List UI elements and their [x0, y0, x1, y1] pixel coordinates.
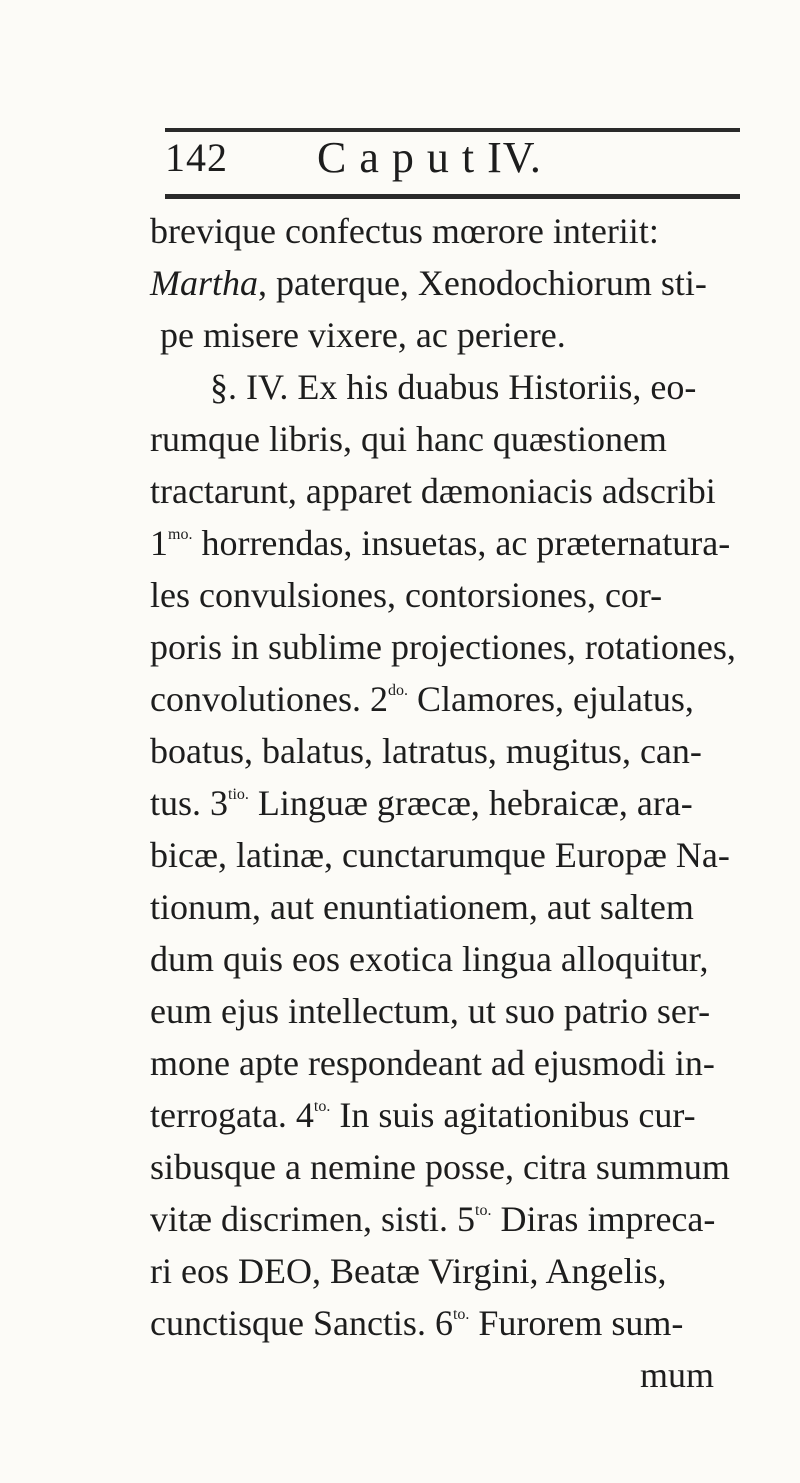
- header-rule: [165, 194, 740, 199]
- text-line: vitæ discrimen, sisti. $5^{to.}$ Diras impreca-: [150, 1199, 716, 1239]
- text-line: cunctisque Sanctis. $6^{to.}$ Furorem sum-: [150, 1303, 684, 1343]
- text-line: terrogata. $4^{to.}$ In suis agitationibus cur-: [150, 1095, 696, 1135]
- text-line: bicæ, latinæ, cunctarumque Europæ Na-: [150, 835, 730, 875]
- text-line: les convulsiones, contorsiones, cor-: [150, 575, 663, 615]
- text-line: tus. $3^{tio.}$ Linguæ græcæ, hebraicæ, ara-: [150, 783, 693, 823]
- page-number: 142: [165, 135, 228, 180]
- text-line: tionum, aut enuntiationem, aut saltem: [150, 887, 694, 927]
- text-line: convolutiones. $2^{do.}$ Clamores, ejulatus,: [150, 679, 694, 719]
- text-line: rumque libris, qui hanc quæstionem: [150, 419, 667, 459]
- text-line: sibusque a nemine posse, citra summum: [150, 1147, 730, 1187]
- text-line: ri eos DEO, Beatæ Virgini, Angelis,: [150, 1251, 667, 1291]
- text-line: tractarunt, apparet dæmoniacis adscribi: [150, 471, 716, 511]
- text-line: brevique confectus mœrore interiit:: [150, 211, 659, 251]
- text-line: dum quis eos exotica lingua alloquitur,: [150, 939, 709, 979]
- running-head: C a p u t IV.: [317, 133, 542, 182]
- text-line: pe misere vixere, ac periere.: [160, 315, 566, 355]
- text-line: poris in sublime projectiones, rotationes,: [150, 627, 736, 667]
- catchword: mum: [640, 1355, 715, 1395]
- text-line: Martha, paterque, Xenodochiorum sti-: [150, 263, 707, 303]
- text-line: mone apte respondeant ad ejusmodi in-: [150, 1043, 715, 1083]
- text-line: boatus, balatus, latratus, mugitus, can-: [150, 731, 702, 771]
- text-line: eum ejus intellectum, ut suo patrio ser-: [150, 991, 711, 1031]
- name-martha: Martha: [150, 263, 258, 303]
- page-header: [165, 132, 740, 190]
- text-line: $1^{mo.}$ horrendas, insuetas, ac præternatura-: [150, 523, 731, 563]
- section-heading-line: §. IV. Ex his duabus Historiis, eo-: [210, 367, 697, 407]
